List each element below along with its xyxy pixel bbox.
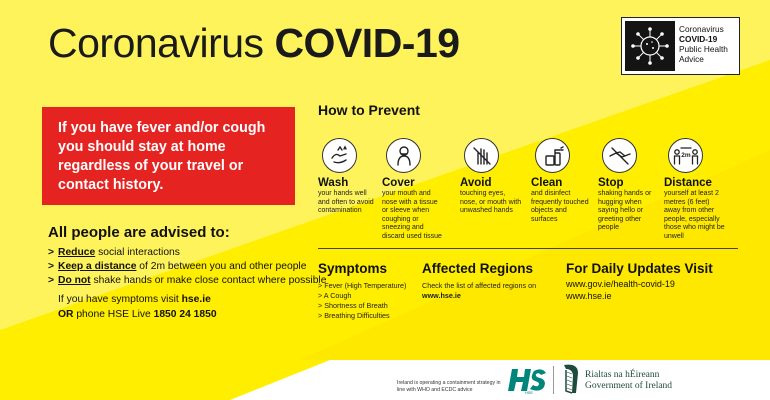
symptoms-heading: Symptoms [318,261,388,276]
regions-link[interactable]: www.hse.ie [422,290,461,300]
list-item: > Shortness of Breath [318,301,388,310]
symptoms-list [318,281,406,321]
prevent-item-distance: 2m Distance yourself at least 2 metres (6 feet) away from other people, especially those who might be unwell [664,138,726,242]
prevent-item-cover: Cover your mouth and nose with a tissue or sleeve when coughing or sneezing and discard used tissue [382,138,444,242]
affected-regions-text: Check the list of affected regions on www.hse.ie [422,281,537,300]
list-item: > A Cough [318,291,352,300]
gov-ie-link[interactable]: www.gov.ie/health-covid-19 [566,279,675,289]
svg-text:HSE: HSE [524,390,534,395]
stay-home-alert: If you have fever and/or cough you should stay at home regardless of your travel or contact history. [42,107,295,205]
list-item: > Breathing Difficulties [318,311,390,320]
hse-phone-number: 1850 24 1850 [153,309,217,320]
footer-divider [553,366,554,394]
virus-icon [625,21,675,71]
spray-bottle-icon [535,138,570,173]
daily-updates-heading: For Daily Updates Visit [566,261,713,276]
svg-text:2m: 2m [680,151,691,159]
symptoms-contact: If you have symptoms visit hse.ie OR phone HSE Live 1850 24 1850 [58,294,217,320]
page-title: Coronavirus COVID-19 [48,20,460,66]
advised-heading: All people are advised to: [48,224,230,241]
divider [318,248,738,249]
prevent-item-wash: Wash your hands well and often to avoid contamination [318,138,380,216]
cover-mouth-icon [386,138,421,173]
distance-icon [668,138,703,173]
advice-list [48,246,326,288]
public-health-logo [621,17,740,75]
logo-text: Coronavirus COVID-19 Public Health Advice [679,24,728,64]
no-handshake-icon [602,138,637,173]
updates-links [566,279,675,302]
advice-item-no-handshake: > Do not shake hands or make close contact where possible [48,275,327,286]
prevent-item-avoid: Avoid touching eyes, nose, or mouth with unwashed hands [460,138,522,216]
hand-wash-icon [322,138,357,173]
advice-item-reduce: > Reduce social interactions [48,247,180,258]
government-of-ireland-logo: Rialtas na hÉireann Government of Ireland [585,370,673,391]
harp-icon [560,363,582,400]
no-touch-hand-icon [464,138,499,173]
list-item: > Fever (High Temperature) [318,281,407,290]
containment-note: Ireland is operating a containment strategy in line with WHO and ECDC advice [397,380,501,393]
hse-logo [508,365,550,400]
hse-link[interactable]: hse.ie [181,294,211,305]
hse-ie-link[interactable]: www.hse.ie [566,290,612,301]
affected-regions-heading: Affected Regions [422,261,534,276]
how-to-prevent-heading: How to Prevent [318,102,420,118]
prevent-item-stop: Stop shaking hands or hugging when saying hello or greeting other people [598,138,660,233]
advice-item-distance: > Keep a distance of 2m between you and other people [48,261,307,272]
prevent-item-clean: Clean and disinfect frequently touched objects and surfaces [531,138,593,224]
